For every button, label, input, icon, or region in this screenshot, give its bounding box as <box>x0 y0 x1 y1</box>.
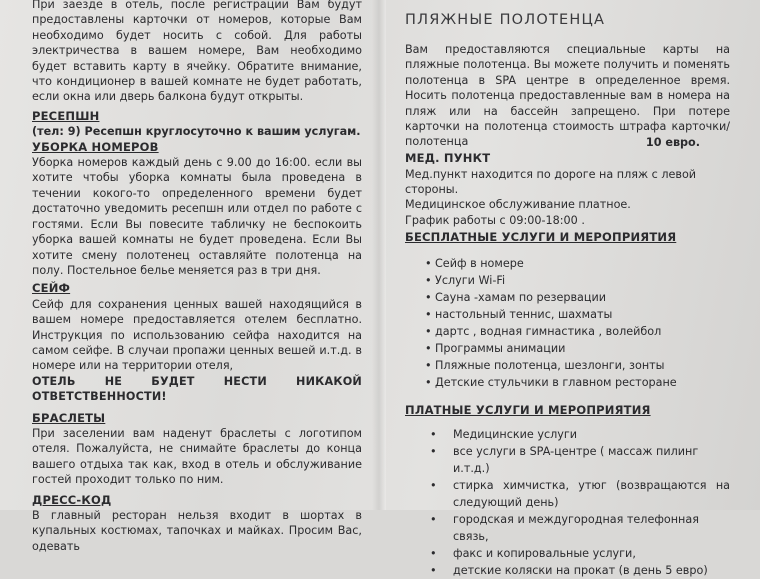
list-item: • городская и междугородная телефонная связь, <box>405 511 730 545</box>
list-item: • стирка химчистка, утюг (возвращаются на следующий день) <box>405 477 730 511</box>
list-item: • настольный теннис, шахматы <box>405 306 730 323</box>
medical-text-hours: График работы с 09:00-18:00 . <box>405 213 585 227</box>
list-item: • Детские стульчики в главном ресторане <box>405 374 730 391</box>
watermark <box>589 20 722 73</box>
list-item: • детские коляски на прокат (в день 5 евро) <box>405 562 730 579</box>
reception-text: (тел: 9) Ресепшн круглосуточно к вашим услугам. <box>32 125 361 139</box>
list-item: • Программы анимации <box>405 340 730 357</box>
paid-services-list <box>405 426 730 579</box>
list-item: • все услуги в SPA-центре ( массаж пилинг и.т.д.) <box>405 443 730 477</box>
list-item: • факс и копировальные услуги, <box>405 545 730 562</box>
medical-text-paid: Медицинское обслуживание платное. <box>405 198 631 212</box>
left-column <box>32 0 362 554</box>
medical-heading: МЕД. ПУНКТ <box>405 151 491 166</box>
safe-text: Сейф для сохранения ценных вашей находящийся в вашем номере предоставляется отелем бесплатно. Инструкция по использованию сейфа находится на самом сейфе. В случаи пропажи ценных вешей и.т.д. в номере или на территории отеля, <box>32 297 362 373</box>
towels-fine: 10 евро. <box>645 135 700 149</box>
bracelets-heading: БРАСЛЕТЫ <box>32 410 106 425</box>
list-item: • Услуги Wi-Fi <box>405 272 730 289</box>
towels-text: Вам предоставляются специальные карты на пляжные полотенца. Вы можете получить и поменять полотенца в SPA центре в определенное время. Носить полотенца предоставленные вам в номера на пляж или на бассейн запрещено. При потере карточки на полотенца стоимость штрафа карточки/полотенца <box>405 43 730 149</box>
dress-code-text: В главный ресторан нельзя входит в шортах в купальных костюмах, тапочках и майках. Просим Вас, одевать <box>32 509 362 553</box>
list-item: • Медицинские услуги <box>405 426 730 443</box>
intro-paragraph: При заезде в отель, после регистрации Вам будут предоставлены карточки от номеров, которые Вам необходимо будет носить с собой. Для работы электричества в вашем номере, Вам необходимо будет вставить карту в ячейку. Обратите внимание, что кондиционер в вашей комнате не будет работать, если окна или дверь балкона будут открыты. <box>32 0 362 104</box>
towels-heading: ПЛЯЖНЫЕ ПОЛОТЕНЦА <box>405 12 606 28</box>
medical-text-location: Мед.пункт находится по дороге на пляж с левой стороны. <box>405 167 697 197</box>
list-item: • Пляжные полотенца, шезлонги, зонты <box>405 357 730 374</box>
cleaning-text: Уборка номеров каждый день с 9.00 до 16:00. если вы хотите чтобы уборка комнаты была проведена в течении кокого-то определенного времени будет достаточно уведомить ресепшн или отдел по работе с гостями. Если Вы повесите табличку не беспокоить уборка вашей комнаты не будет проведена. Если Вы хотите смену полотенец оставляйте полотенца на полу. Постельное белье меняется раз в три дня. <box>32 156 362 277</box>
list-item: • Сауна -хамам по резервации <box>405 289 730 306</box>
safe-heading: СЕЙФ <box>32 281 71 296</box>
dress-code-heading: ДРЕСС-КОД <box>32 492 112 507</box>
free-services-list <box>405 255 730 391</box>
list-item: • Сейф в номере <box>405 255 730 272</box>
paper-fold <box>372 0 386 510</box>
reception-heading: РЕСЕПШН <box>32 108 100 123</box>
right-column <box>405 0 730 579</box>
list-item: • дартс , водная гимнастика , волейбол <box>405 323 730 340</box>
paid-services-heading: ПЛАТНЫЕ УСЛУГИ И МЕРОПРИЯТИЯ <box>405 402 651 417</box>
cleaning-heading: УБОРКА НОМЕРОВ <box>32 139 159 154</box>
safe-warning: ОТЕЛЬ НЕ БУДЕТ НЕСТИ НИКАКОЙ ОТВЕТСТВЕННОСТИ! <box>32 374 362 404</box>
free-services-heading: БЕСПЛАТНЫЕ УСЛУГИ И МЕРОПРИЯТИЯ <box>405 230 677 245</box>
bracelets-text: При заселении вам наденут браслеты с логотипом отеля. Пожалуйста, не снимайте браслеты до конца вашего отдыха так как, вход в отель и обслуживание гостей проходит только по ним. <box>32 426 362 487</box>
